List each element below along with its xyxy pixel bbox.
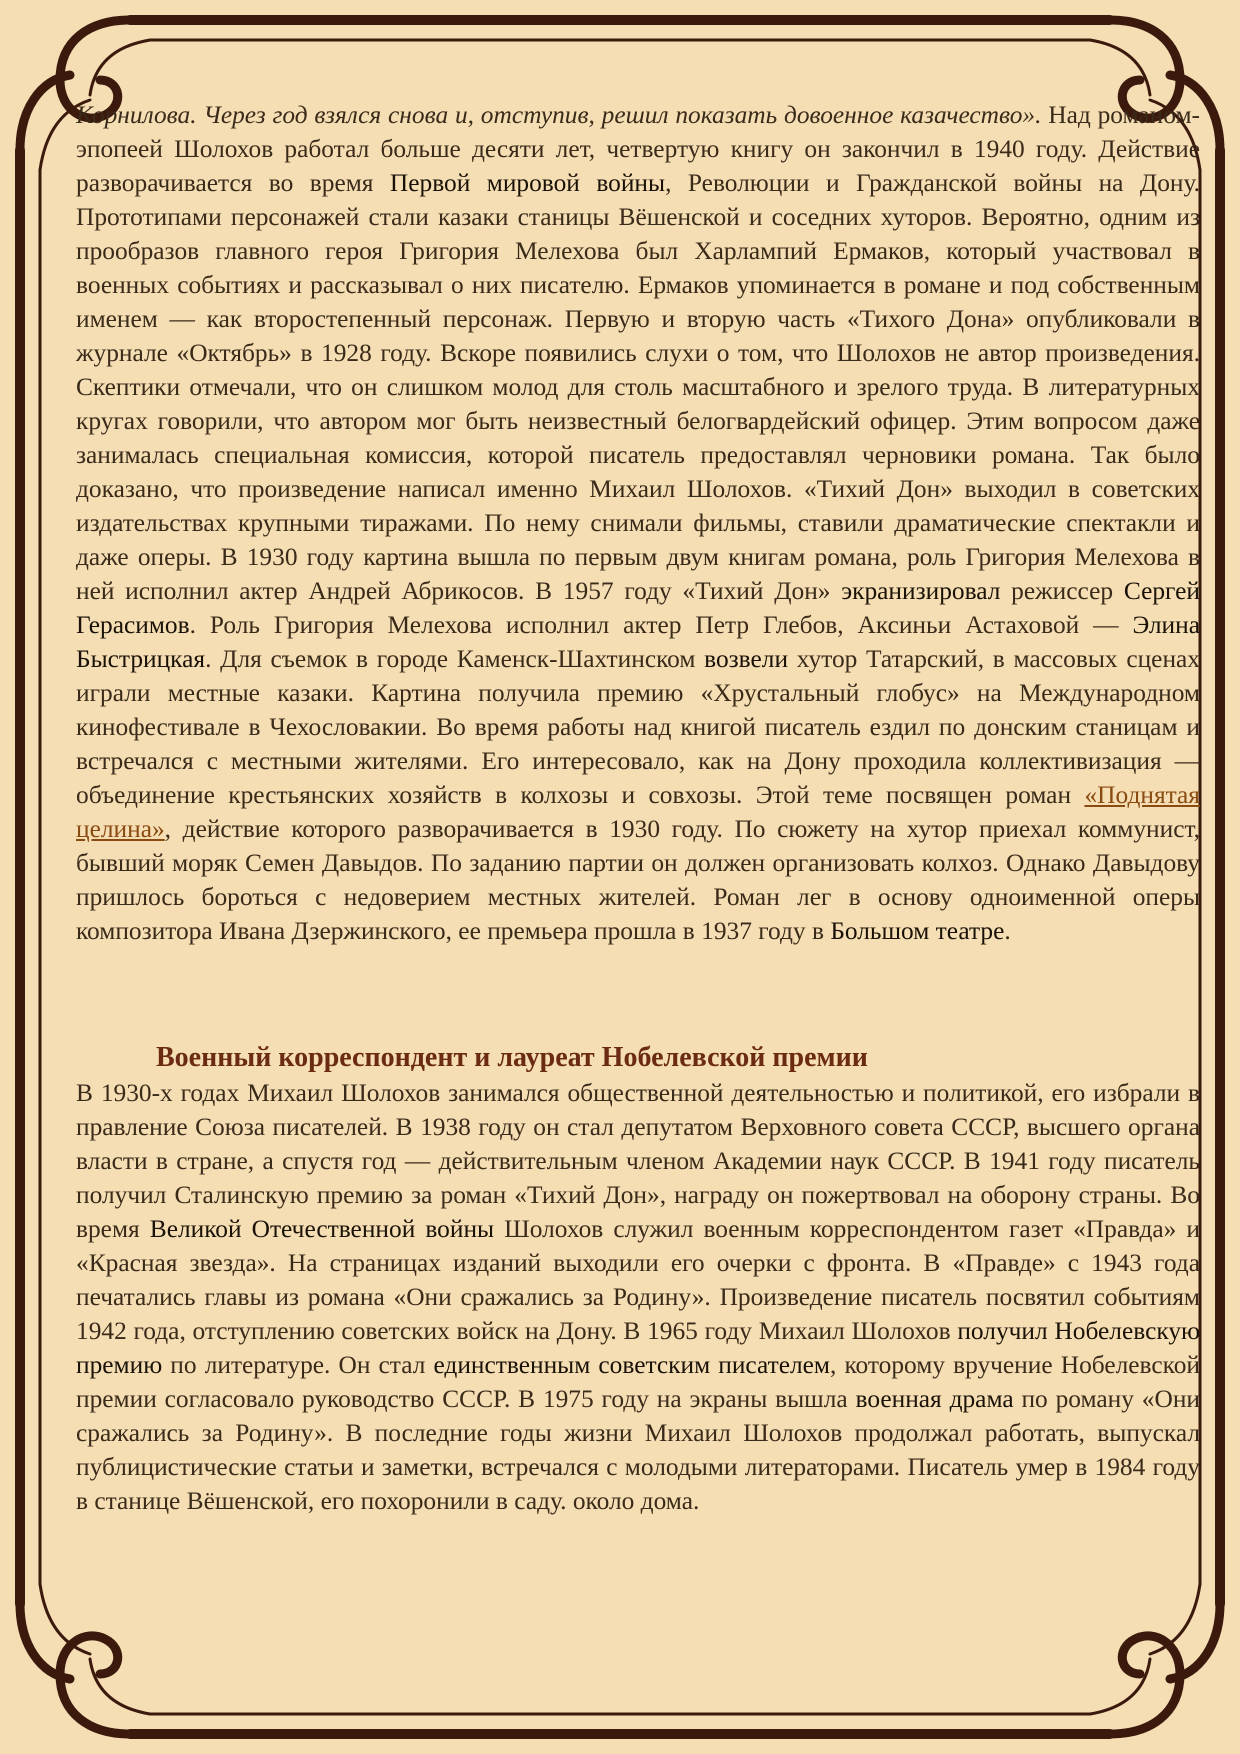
section-gap (76, 948, 1200, 1040)
paragraph-tikhiy-don (76, 98, 1200, 948)
text-segment: , которому вручение Нобелевской премии согласовало руководство СССР. В 1975 году на экраны вышла (76, 1351, 1200, 1413)
text-segment: , Революции и Гражданской войны на Дону. Прототипами персонажей стали казаки станицы Вёшенской и соседних хуторов. Вероятно, одним из прообразов главного героя Григория Мелехова был Харлампий Ермаков, который участвовал в военных событиях и рассказывал о них писателю. Ермаков упоминается в романе и под собственным именем — как второстепенный персонаж. Первую и вторую часть «Тихого Дона» опубликовали в журнале «Октябрь» в 1928 году. Вскоре появились слухи о том, что Шолохов не автор произведения. Скептики отмечали, что он слишком молод для столь масштабного и зрелого труда. В литературных кругах говорили, что автором мог быть неизвестный белогвардейский офицер. Этим вопросом даже занималась специальная комиссия, которой писатель предоставлял черновики романа. Так было доказано, что произведение написал именно Михаил Шолохов. «Тихий Дон» выходил в советских издательствах крупными тиражами. По нему снимали фильмы, ставили драматические спектакли и даже оперы. В 1930 году картина вышла по первым двум книгам романа, роль Григория Мелехова в ней исполнил актер Андрей Абрикосов. В 1957 году «Тихий Дон» (76, 169, 1200, 605)
link-great-patriotic-war[interactable]: Великой Отечественной войны (149, 1215, 495, 1243)
text-segment: . Роль Григория Мелехова исполнил актер Петр Глебов, Аксиньи Астаховой — (189, 611, 1133, 639)
text-segment: по литературе. Он стал (162, 1351, 434, 1379)
text-segment: режиссер (1000, 577, 1124, 605)
text-segment: хутор Татарский, в массовых сценах играли местные казаки. Картина получила премию «Хрустальный глобус» на Международном кинофестивале в Чехословакии. Во время работы над книгой писатель ездил по донским станицам и встречался с местными жителями. Его интересовало, как на Дону проходила коллективизация — объединение крестьянских хозяйств в колхозы и совхозы. Этой теме посвящен роман (76, 645, 1200, 809)
link-elina-bystritskaya[interactable]: Элина Быстрицкая (76, 611, 1200, 673)
link-first-world-war[interactable]: Первой мировой войны (389, 169, 666, 197)
section-heading: Военный корреспондент и лауреат Нобелевской премии (156, 1042, 868, 1073)
article-body (76, 98, 1200, 1518)
text-segment: В 1930-х годах Михаил Шолохов занимался общественной деятельностью и политикой, его избрали в правление Союза писателей. В 1938 году он стал депутатом Верховного совета СССР, высшего органа власти в стране, а спустя год — действительным членом Академии наук СССР. В 1941 году писатель получил Сталинскую премию за роман «Тихий Дон», награду он пожертвовал на оборону страны. Во время (76, 1079, 1200, 1243)
text-segment: Шолохов служил военным корреспондентом газет «Правда» и «Красная звезда». На страницах изданий выходили его очерки с фронта. В «Правде» с 1943 года печатались главы из романа «Они сражались за Родину». Произведение писатель посвятил событиям 1942 года, отступлению советских войск на Дону. В 1965 году Михаил Шолохов (76, 1215, 1200, 1345)
link-nobel-prize[interactable]: получил Нобелевскую премию (76, 1317, 1200, 1379)
link-podnyataya-tselina[interactable]: «Поднятая целина» (76, 781, 1200, 843)
link-sergey-gerasimov[interactable]: Сергей Герасимов (76, 577, 1200, 639)
text-segment: Над романом-эпопеей Шолохов работал больше десяти лет, четвертую книгу он закончил в 1940 году. Действие разворачивается во время (76, 101, 1200, 197)
text-segment: . Для съемок в городе Каменск-Шахтинском (205, 645, 705, 673)
paragraph-war-correspondent (76, 1076, 1200, 1518)
paragraph-intro-quote: Корнилова. Через год взялся снова и, отступив, решил показать довоенное казачество». (76, 101, 1042, 129)
text-segment: . (1004, 917, 1011, 945)
link-built[interactable]: возвели (704, 645, 789, 673)
link-war-drama[interactable]: военная драма (855, 1385, 1014, 1413)
link-screen-adaptation[interactable]: экранизировал (841, 577, 1001, 605)
text-segment: , действие которого разворачивается в 1930 году. По сюжету на хутор приехал коммунист, бывший моряк Семен Давыдов. По заданию партии он должен организовать колхоз. Однако Давыдову пришлось бороться с недоверием местных жителей. Роман лег в основу одноименной оперы композитора Ивана Дзержинского, ее премьера прошла в 1937 году в (76, 815, 1200, 945)
link-only-soviet-writer[interactable]: единственным советским писателем (433, 1351, 830, 1379)
text-segment: по роману «Они сражались за Родину». В последние годы жизни Михаил Шолохов продолжал работать, выпускал публицистические статьи и заметки, встречался с молодыми литераторами. Писатель умер в 1984 году в станице Вёшенской, его похоронили в саду. около дома. (76, 1385, 1200, 1515)
link-bolshoi-theatre[interactable]: Большом театре (830, 917, 1005, 945)
